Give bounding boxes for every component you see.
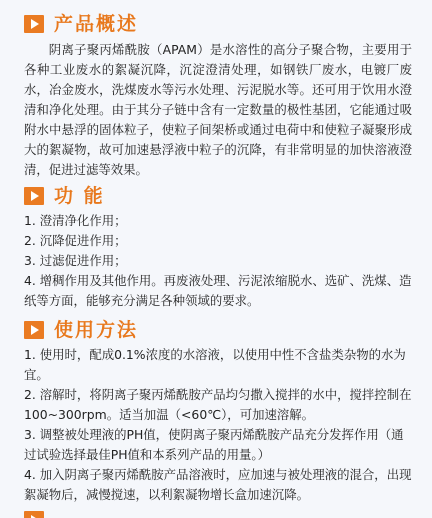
- usage-title: 使用方法: [54, 319, 139, 341]
- list-item: 2. 沉降促进作用；: [24, 233, 127, 248]
- usage-heading: [24, 318, 138, 342]
- list-item: 3. 过滤促进作用；: [24, 253, 127, 268]
- play-arrow-icon: [24, 321, 44, 339]
- next-section-heading-clipped: [24, 510, 44, 518]
- list-item: 1. 澄清净化作用；: [24, 213, 127, 228]
- overview-title: 产品概述: [54, 13, 139, 35]
- list-item: 3. 调整被处理液的PH值，使阴离子聚丙烯酰胺产品充分发挥作用（通过试验选择最佳PH值和本系列产品的用量。）: [24, 427, 404, 462]
- list-item: 1. 使用时，配成0.1%浓度的水溶液，以使用中性不含盐类杂物的水为宜。: [24, 347, 406, 382]
- play-arrow-icon: [24, 511, 44, 518]
- list-item: 4. 增稠作用及其他作用。再废液处理、污泥浓缩脱水、选矿、洗煤、造纸等方面，能够充分满足各种领域的要求。: [24, 273, 412, 308]
- overview-heading: [24, 12, 138, 36]
- list-item: 4. 加入阴离子聚丙烯酰胺产品溶液时，应加速与被处理液的混合，出现絮凝物后，减慢搅速，以利絮凝物增长盒加速沉降。: [24, 467, 412, 502]
- play-arrow-icon: [24, 187, 44, 205]
- list-item: 2. 溶解时，将阴离子聚丙烯酰胺产品均匀撒入搅拌的水中，搅拌控制在100~300rpm。适当加温（<60℃），可加速溶解。: [24, 387, 412, 422]
- usage-body: [24, 345, 412, 505]
- functions-title: 功 能: [54, 185, 105, 207]
- overview-body: [24, 40, 412, 180]
- usage-list: [24, 345, 412, 505]
- play-arrow-icon: [24, 15, 44, 33]
- overview-paragraph: 阴离子聚丙烯酰胺（APAM）是水溶性的高分子聚合物，主要用于各种工业废水的絮凝沉降，沉淀澄清处理，如钢铁厂废水，电镀厂废水，冶金废水，洗煤废水等污水处理、污泥脱水等。还可用于饮用水澄清和净化处理。由于其分子链中含有一定数量的极性基团，它能通过吸附水中悬浮的固体粒子，使粒子间架桥或通过电荷中和使粒子凝聚形成大的絮凝物，故可加速悬浮液中粒子的沉降，有非常明显的加快溶液澄清，促进过滤等效果。: [24, 42, 412, 177]
- functions-heading: [24, 184, 105, 208]
- functions-list: [24, 211, 412, 311]
- functions-body: [24, 211, 412, 311]
